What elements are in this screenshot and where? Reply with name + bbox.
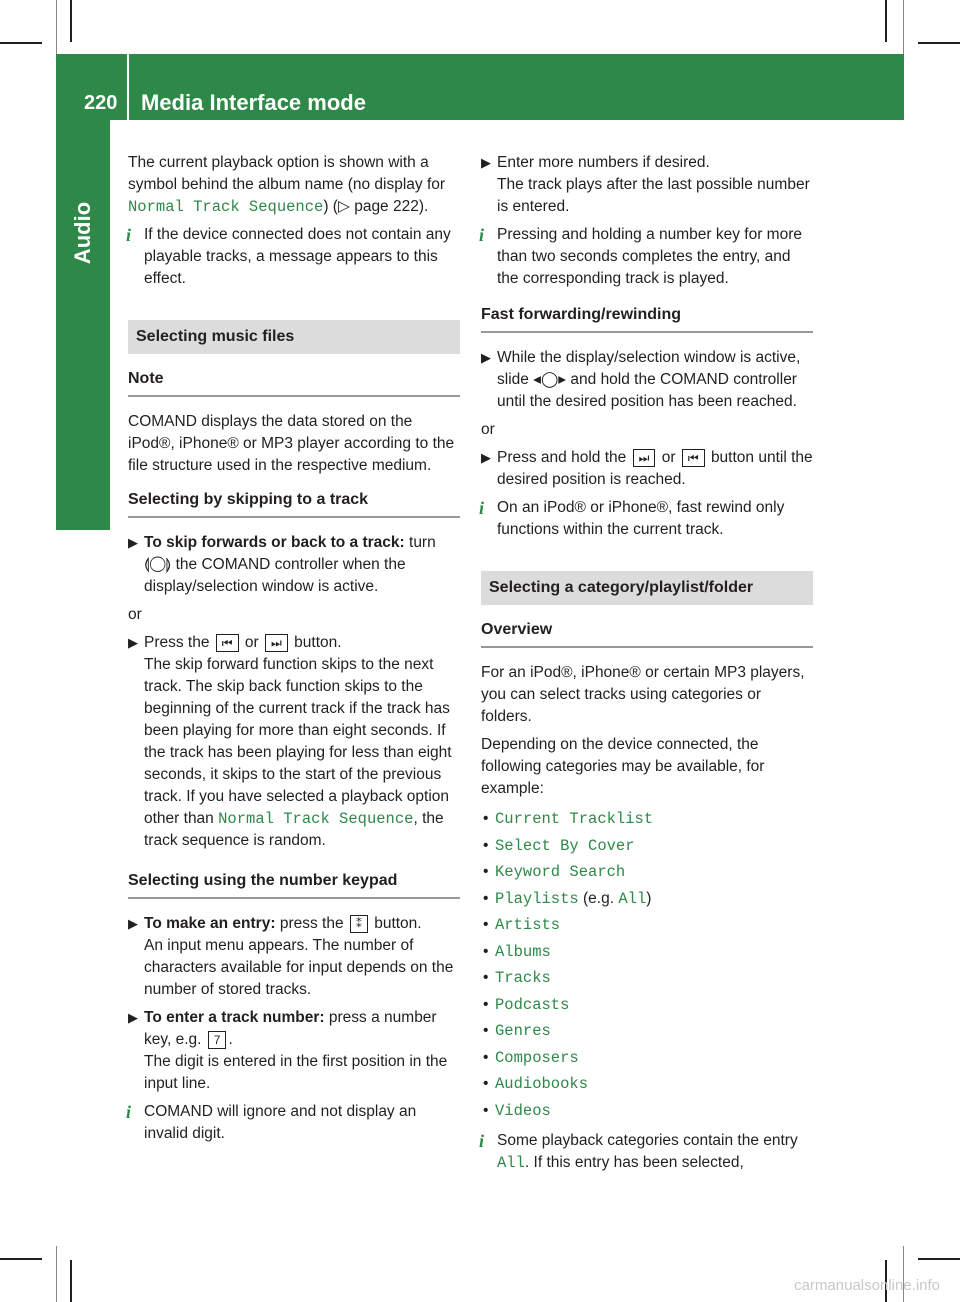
list-item: • Current Tracklist <box>481 806 813 833</box>
instruction-step: ▶ While the display/selection window is active, slide ◂◯▸ and hold the COMAND controller until the desired position has been reached. <box>481 349 801 410</box>
instruction-step: ▶ To skip forwards or back to a track: turn ⟬◯⟭ the COMAND controller when the display/selection window is active. <box>128 534 436 595</box>
list-item: • Genres <box>481 1018 813 1045</box>
step-arrow-icon: ▶ <box>128 1010 138 1025</box>
list-item: • Podcasts <box>481 992 813 1019</box>
info-icon: i <box>126 225 132 245</box>
subsection-heading: Selecting using the number keypad <box>128 870 460 899</box>
list-item: • Artists <box>481 912 813 939</box>
step-arrow-icon: ▶ <box>481 155 491 170</box>
section-heading: Selecting a category/playlist/folder <box>481 571 813 605</box>
page-number: 220 <box>84 92 118 114</box>
normal-track-sequence-term: Normal Track Sequence <box>218 810 414 828</box>
step-arrow-icon: ▶ <box>128 916 138 931</box>
step-arrow-icon: ▶ <box>481 350 491 365</box>
intro-paragraph: The current playback option is shown with a symbol behind the album name (no display for Normal Track Sequence) (▷ page 222). <box>128 154 446 216</box>
list-item: • Albums <box>481 939 813 966</box>
category-list <box>481 806 813 1124</box>
subsection-heading: Overview <box>481 619 813 648</box>
crop-mark <box>885 0 887 42</box>
info-icon: i <box>126 1102 132 1122</box>
list-item: • Keyword Search <box>481 859 813 886</box>
list-item: • Select By Cover <box>481 833 813 860</box>
or-text: or <box>481 421 495 438</box>
instruction-step: ▶ Press and hold the ⏭ or ⏮ button until the desired position is reached. <box>481 449 813 488</box>
number-seven-key-icon: 7 <box>208 1031 227 1049</box>
watermark: carmanualsonline.info <box>794 1277 940 1294</box>
info-note: i Some playback categories contain the entry All. If this entry has been selected, <box>479 1131 798 1172</box>
list-item: • Composers <box>481 1045 813 1072</box>
chapter-tab <box>56 120 110 530</box>
hash-key-icon: ⁑ <box>350 915 368 933</box>
instruction-step: ▶ Press the ⏮ or ⏭ button. The skip forward function skips to the next track. The skip back function skips to the beginning of the current track if the track has been playing for more than eight seconds. If the track has been playing for less than eight seconds, it skips to the start of the previous track. If you have selected a playback option other than Normal Track Sequence, the track sequence is random. <box>128 634 452 849</box>
crop-mark <box>0 42 42 44</box>
right-column <box>481 152 813 1180</box>
crop-mark <box>70 1260 72 1302</box>
skip-back-key-icon: ⏮ <box>682 449 705 467</box>
normal-track-sequence-term: Normal Track Sequence <box>128 198 324 216</box>
depending-paragraph: Depending on the device connected, the following categories may be available, for example: <box>481 736 765 797</box>
skip-forward-key-icon: ⏭ <box>265 634 288 652</box>
list-item: • Videos <box>481 1098 813 1125</box>
left-column <box>128 152 460 1151</box>
info-note: i If the device connected does not contain any playable tracks, a message appears to this effect. <box>126 225 451 287</box>
crop-mark <box>903 0 904 56</box>
step-arrow-icon: ▶ <box>128 535 138 550</box>
instruction-step: ▶ To make an entry: press the ⁑ button. An input menu appears. The number of characters available for input depends on the number of stored tracks. <box>128 915 454 998</box>
crop-mark <box>70 0 72 42</box>
crop-mark <box>56 0 57 56</box>
list-item: • Audiobooks <box>481 1071 813 1098</box>
step-arrow-icon: ▶ <box>481 450 491 465</box>
info-icon: i <box>479 225 485 245</box>
subsection-heading: Note <box>128 368 460 397</box>
info-note: i On an iPod® or iPhone®, fast rewind only functions within the current track. <box>479 498 785 538</box>
info-icon: i <box>479 498 485 518</box>
crop-mark <box>0 1258 42 1260</box>
chapter-tab-label: Audio <box>70 201 95 265</box>
subsection-heading: Fast forwarding/rewinding <box>481 304 813 333</box>
crop-mark <box>918 42 960 44</box>
crop-mark <box>918 1258 960 1260</box>
list-item: • Tracks <box>481 965 813 992</box>
list-item: • Playlists (e.g. All) <box>481 886 813 913</box>
note-paragraph: COMAND displays the data stored on the iPod®, iPhone® or MP3 player according to the file structure used in the respective medium. <box>128 413 455 474</box>
step-arrow-icon: ▶ <box>128 635 138 650</box>
section-heading: Selecting music files <box>128 320 460 354</box>
subsection-heading: Selecting by skipping to a track <box>128 489 460 518</box>
or-text: or <box>128 606 142 623</box>
skip-forward-key-icon: ⏭ <box>633 449 656 467</box>
page-title: Media Interface mode <box>141 90 366 115</box>
skip-back-key-icon: ⏮ <box>216 634 239 652</box>
info-note: i COMAND will ignore and not display an invalid digit. <box>126 1102 417 1142</box>
crop-mark <box>56 1246 57 1302</box>
instruction-step: ▶ To enter a track number: press a number key, e.g. 7 . The digit is entered in the first position in the input line. <box>128 1009 448 1092</box>
info-note: i Pressing and holding a number key for more than two seconds completes the entry, and the corresponding track is played. <box>479 225 802 287</box>
instruction-step: ▶ Enter more numbers if desired. The track plays after the last possible number is entered. <box>481 154 810 215</box>
overview-paragraph: For an iPod®, iPhone® or certain MP3 players, you can select tracks using categories or folders. <box>481 664 805 725</box>
header-divider <box>127 54 129 120</box>
info-icon: i <box>479 1131 485 1151</box>
